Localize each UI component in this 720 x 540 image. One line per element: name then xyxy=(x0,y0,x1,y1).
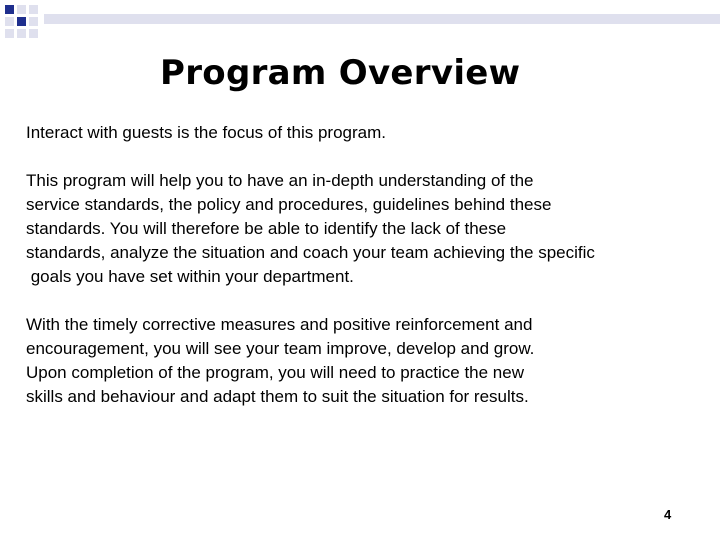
paragraph-results xyxy=(26,313,534,409)
deco-square-light-5 xyxy=(5,29,14,38)
paragraph-line: goals you have set within your department. xyxy=(26,267,354,286)
paragraph-line: standards. You will therefore be able to identify the lack of these xyxy=(26,219,507,238)
paragraph-line: encouragement, you will see your team improve, develop and grow. xyxy=(26,339,535,358)
paragraph-understanding xyxy=(26,169,595,289)
deco-square-light-7 xyxy=(29,29,38,38)
deco-band xyxy=(44,14,720,24)
deco-square-dark-2 xyxy=(17,17,26,26)
deco-square-light-6 xyxy=(17,29,26,38)
paragraph-line: standards, analyze the situation and coach your team achieving the specific xyxy=(26,243,595,262)
paragraph-line: Upon completion of the program, you will need to practice the new xyxy=(26,363,524,382)
paragraph-line: Interact with guests is the focus of this program. xyxy=(26,123,386,142)
slide-title: Program Overview xyxy=(160,53,521,93)
paragraph-line: This program will help you to have an in-depth understanding of the xyxy=(26,171,534,190)
paragraph-focus xyxy=(26,121,386,145)
paragraph-line: With the timely corrective measures and positive reinforcement and xyxy=(26,315,533,334)
deco-square-light-1 xyxy=(17,5,26,14)
deco-square-dark-1 xyxy=(5,5,14,14)
deco-square-light-4 xyxy=(29,17,38,26)
paragraph-line: service standards, the policy and procedures, guidelines behind these xyxy=(26,195,552,214)
deco-square-light-2 xyxy=(29,5,38,14)
paragraph-line: skills and behaviour and adapt them to suit the situation for results. xyxy=(26,387,529,406)
page-number: 4 xyxy=(664,507,672,522)
deco-square-light-3 xyxy=(5,17,14,26)
header-decoration xyxy=(0,0,720,40)
